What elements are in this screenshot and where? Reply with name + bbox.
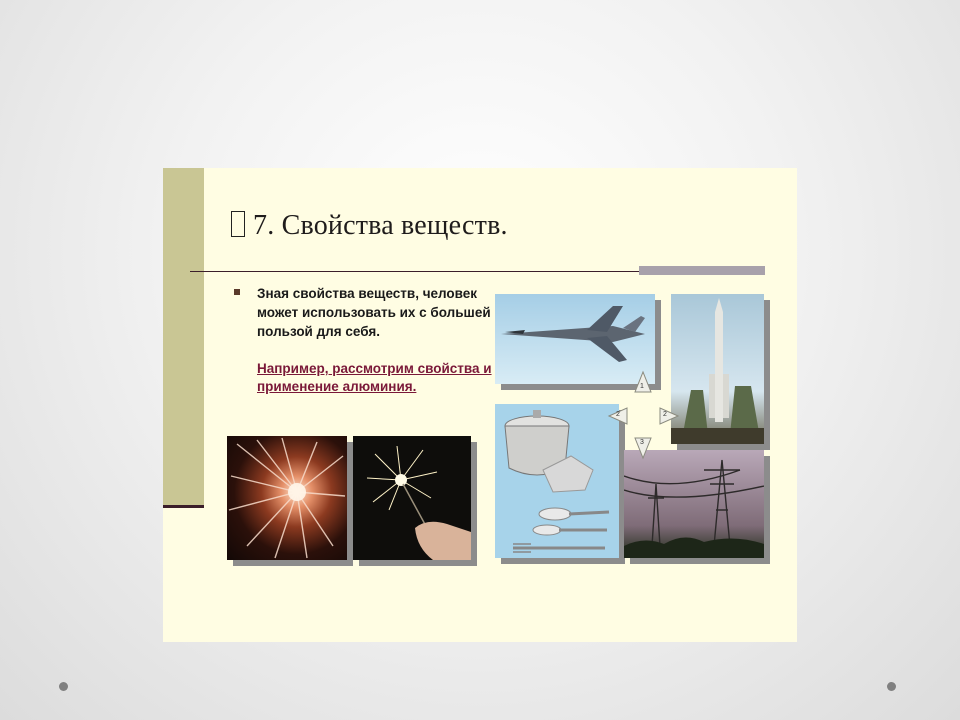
nav-arrow-left-label: 2 — [616, 411, 620, 418]
aluminum-cookware-photo — [495, 404, 619, 558]
slide-left-band — [163, 168, 204, 507]
cookware-drawing — [495, 404, 619, 558]
bullet-text: Зная свойства веществ, человек может использовать их с большей пользой для себя. — [257, 286, 491, 339]
right-nav-dot[interactable] — [887, 682, 896, 691]
fireworks-drawing — [227, 436, 347, 560]
jet-drawing — [495, 294, 655, 384]
nav-arrow-right-icon[interactable] — [658, 406, 680, 426]
slide-left-band-rule — [163, 505, 204, 508]
nav-arrow-3-label: 3 — [640, 439, 644, 446]
nav-arrow-1-icon[interactable] — [633, 370, 653, 394]
sparkler-photo — [353, 436, 471, 560]
rocket-launch-photo — [671, 294, 764, 444]
title-divider-accent — [639, 266, 765, 275]
nav-arrow-right-label: 2 — [663, 411, 667, 418]
missing-glyph-icon — [231, 211, 245, 237]
fireworks-photo — [227, 436, 347, 560]
bullet-link[interactable]: Например, рассмотрим свойства и применение алюминия. — [257, 361, 492, 394]
pylons-drawing — [624, 450, 764, 558]
slide — [163, 168, 797, 642]
jet-aircraft-photo — [495, 294, 655, 384]
left-nav-dot[interactable] — [59, 682, 68, 691]
rocket-drawing — [671, 294, 764, 444]
sparkler-drawing — [353, 436, 471, 560]
bullet-icon — [234, 289, 240, 295]
power-lines-photo — [624, 450, 764, 558]
slide-title-text: 7. Свойства веществ. — [253, 210, 508, 241]
slide-title — [231, 210, 508, 242]
nav-arrow-1-label: 1 — [640, 383, 644, 390]
